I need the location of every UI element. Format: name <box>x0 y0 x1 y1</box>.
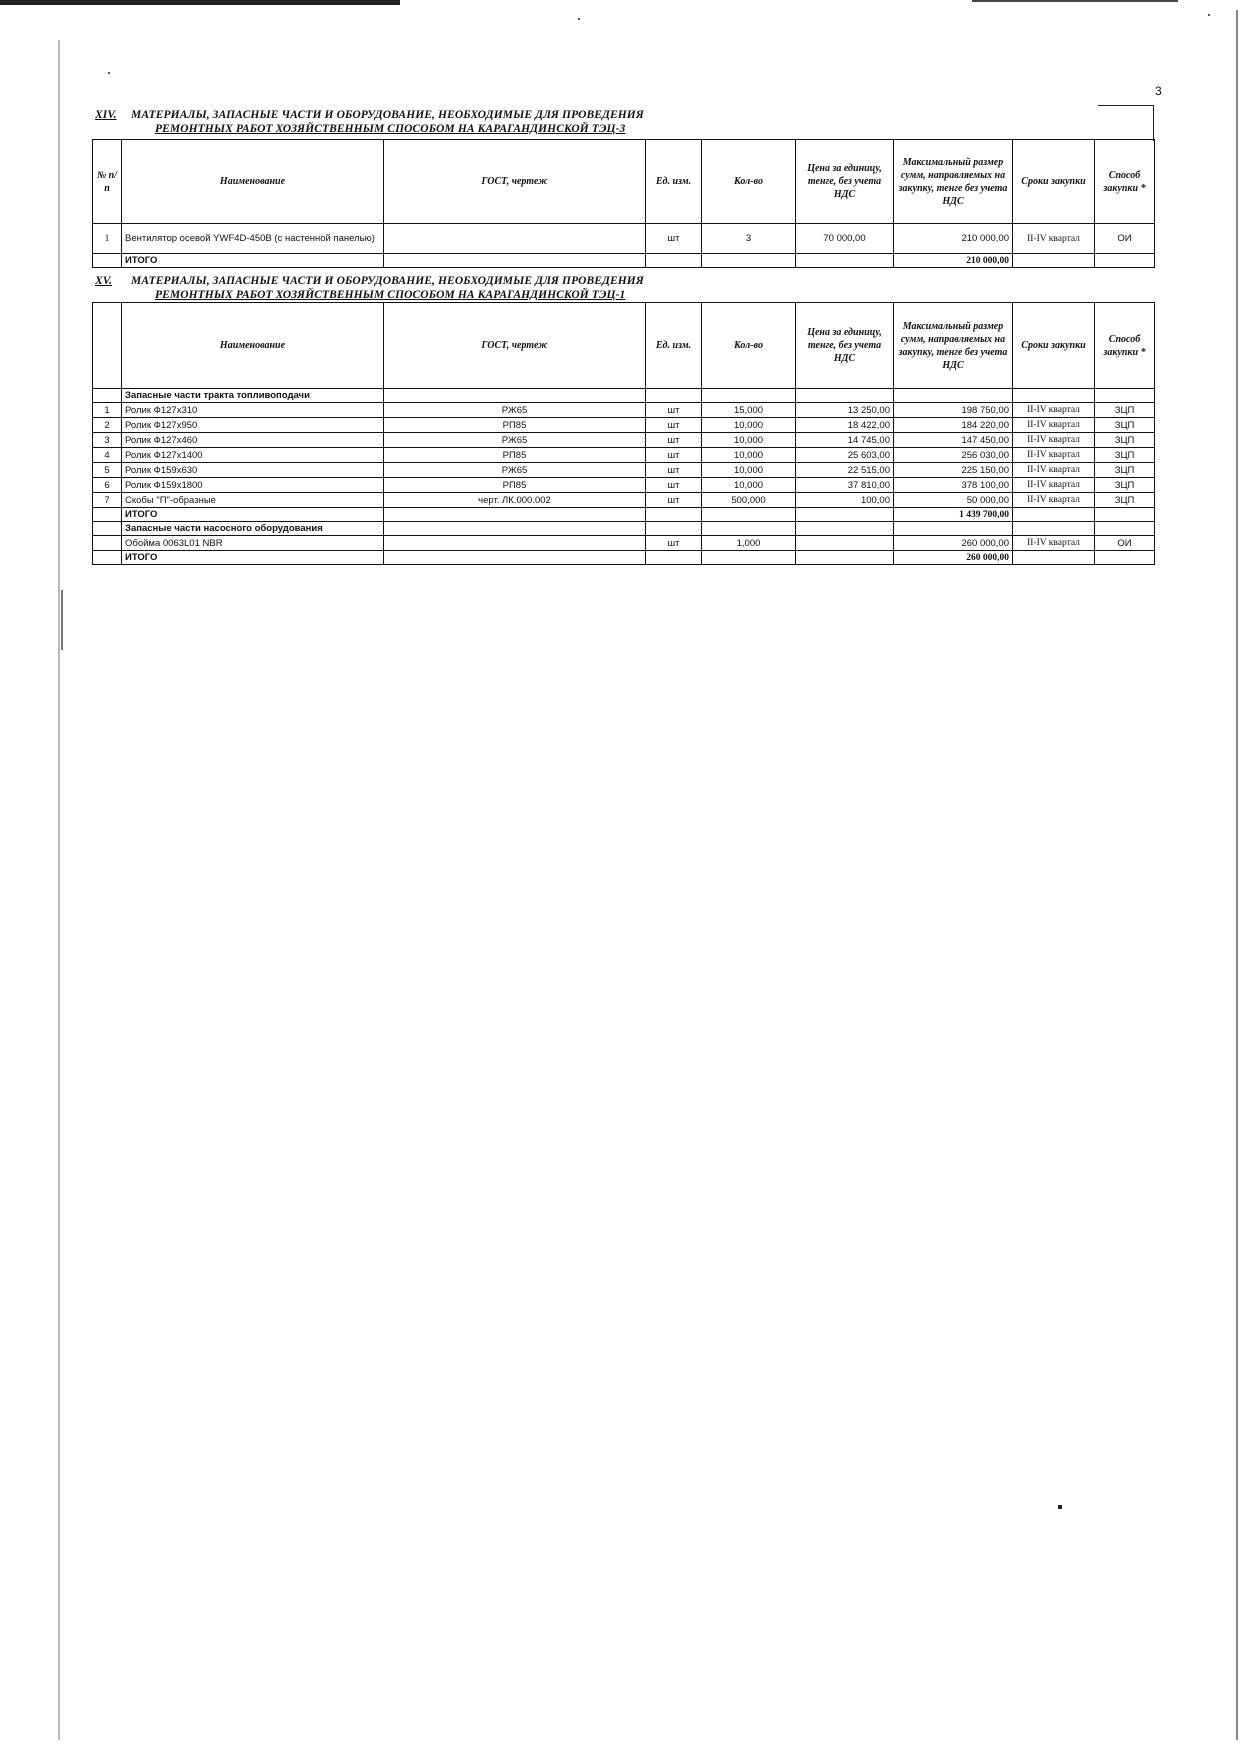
cell-terms: II-IV квартал <box>1013 493 1095 508</box>
total-sum: 210 000,00 <box>894 254 1013 268</box>
cell-sum: 147 450,00 <box>894 433 1013 448</box>
cell-gost: РЖ65 <box>384 403 646 418</box>
section-15-table <box>92 302 1155 565</box>
group-title: Запасные части тракта топливоподачи <box>122 389 384 403</box>
scan-edge-top-right <box>972 0 1178 2</box>
header-unit: Ед. изм. <box>646 303 702 389</box>
cell-unit: шт <box>646 448 702 463</box>
cell-gost <box>384 536 646 551</box>
section-14-title-line2: РЕМОНТНЫХ РАБОТ ХОЗЯЙСТВЕННЫМ СПОСОБОМ НА КАРАГАНДИНСКОЙ ТЭЦ-3 <box>155 123 626 135</box>
cell-sum: 198 750,00 <box>894 403 1013 418</box>
group-title-row <box>93 522 1155 536</box>
table-row <box>93 418 1155 433</box>
scan-speck <box>1058 1505 1062 1509</box>
table-row <box>93 224 1155 254</box>
cell-unit: шт <box>646 403 702 418</box>
cell-terms: II-IV квартал <box>1013 536 1095 551</box>
header-unit: Ед. изм. <box>646 140 702 224</box>
cell-method: ЗЦП <box>1095 403 1155 418</box>
cell-price: 13 250,00 <box>796 403 894 418</box>
header-price: Цена за единицу, тенге, без учета НДС <box>796 140 894 224</box>
table-row <box>93 478 1155 493</box>
header-name: Наименование <box>122 303 384 389</box>
cell-method: ЗЦП <box>1095 463 1155 478</box>
cell-num: 1 <box>93 224 122 254</box>
cell-num: 2 <box>93 418 122 433</box>
cell-method: ЗЦП <box>1095 433 1155 448</box>
cell-price: 14 745,00 <box>796 433 894 448</box>
section-14-title-line1: МАТЕРИАЛЫ, ЗАПАСНЫЕ ЧАСТИ И ОБОРУДОВАНИЕ, НЕОБХОДИМЫЕ ДЛЯ ПРОВЕДЕНИЯ <box>131 109 644 121</box>
section-15-number: XV. <box>95 275 113 287</box>
table-row <box>93 536 1155 551</box>
header-gost: ГОСТ, чертеж <box>384 303 646 389</box>
cell-unit: шт <box>646 478 702 493</box>
table-row <box>93 463 1155 478</box>
cell-qty: 3 <box>702 224 796 254</box>
cell-gost <box>384 224 646 254</box>
cell-qty: 15,000 <box>702 403 796 418</box>
cell-sum: 256 030,00 <box>894 448 1013 463</box>
cell-terms: II-IV квартал <box>1013 448 1095 463</box>
cell-name: Обойма 0063L01 NBR <box>122 536 384 551</box>
cell-sum: 225 150,00 <box>894 463 1013 478</box>
header-gost: ГОСТ, чертеж <box>384 140 646 224</box>
scan-edge-right <box>1236 10 1238 1740</box>
section-14-heading <box>95 108 644 136</box>
section-15-item-rows <box>93 403 1155 508</box>
header-method: Способ закупки * <box>1095 303 1155 389</box>
group-title: Запасные части насосного оборудования <box>122 522 384 536</box>
scan-edge-left-mark <box>61 590 63 650</box>
cell-terms: II-IV квартал <box>1013 463 1095 478</box>
section-14-table <box>92 139 1155 268</box>
scan-speck <box>578 18 580 20</box>
cell-method: ЗЦП <box>1095 418 1155 433</box>
table-total-row <box>93 551 1155 565</box>
total-label: ИТОГО <box>122 551 384 565</box>
cell-num: 6 <box>93 478 122 493</box>
page-corner-line <box>1098 105 1154 106</box>
cell-num: 4 <box>93 448 122 463</box>
cell-method: ОИ <box>1095 224 1155 254</box>
cell-name: Ролик Ф127х950 <box>122 418 384 433</box>
header-qty: Кол-во <box>702 303 796 389</box>
header-num: № п/п <box>93 140 122 224</box>
cell-qty: 10,000 <box>702 448 796 463</box>
table-row <box>93 403 1155 418</box>
cell-method: ОИ <box>1095 536 1155 551</box>
cell-gost: РП85 <box>384 448 646 463</box>
cell-sum: 50 000,00 <box>894 493 1013 508</box>
cell-price: 25 603,00 <box>796 448 894 463</box>
cell-sum: 378 100,00 <box>894 478 1013 493</box>
section-15-title-line2: РЕМОНТНЫХ РАБОТ ХОЗЯЙСТВЕННЫМ СПОСОБОМ НА КАРАГАНДИНСКОЙ ТЭЦ-1 <box>155 289 626 301</box>
cell-terms: II-IV квартал <box>1013 224 1095 254</box>
total-label: ИТОГО <box>122 254 384 268</box>
cell-method: ЗЦП <box>1095 478 1155 493</box>
table-total-row <box>93 254 1155 268</box>
cell-name: Ролик Ф127х460 <box>122 433 384 448</box>
cell-qty: 10,000 <box>702 463 796 478</box>
cell-gost: РП85 <box>384 418 646 433</box>
cell-name: Ролик Ф127х310 <box>122 403 384 418</box>
cell-price: 22 515,00 <box>796 463 894 478</box>
cell-terms: II-IV квартал <box>1013 433 1095 448</box>
table-row <box>93 433 1155 448</box>
cell-price: 70 000,00 <box>796 224 894 254</box>
cell-unit: шт <box>646 224 702 254</box>
cell-sum: 260 000,00 <box>894 536 1013 551</box>
cell-qty: 1,000 <box>702 536 796 551</box>
section-15-heading <box>95 274 644 302</box>
cell-gost: РЖ65 <box>384 433 646 448</box>
scan-speck <box>1208 14 1210 16</box>
cell-terms: II-IV квартал <box>1013 418 1095 433</box>
header-max-sum: Максимальный размер сумм, направляемых на закупку, тенге без учета НДС <box>894 140 1013 224</box>
cell-name: Скобы "П"-образные <box>122 493 384 508</box>
cell-num: 1 <box>93 403 122 418</box>
cell-unit: шт <box>646 433 702 448</box>
section-15-title-line1: МАТЕРИАЛЫ, ЗАПАСНЫЕ ЧАСТИ И ОБОРУДОВАНИЕ, НЕОБХОДИМЫЕ ДЛЯ ПРОВЕДЕНИЯ <box>131 275 644 287</box>
table-row <box>93 448 1155 463</box>
header-qty: Кол-во <box>702 140 796 224</box>
cell-num <box>93 536 122 551</box>
header-method: Способ закупки * <box>1095 140 1155 224</box>
cell-unit: шт <box>646 536 702 551</box>
cell-num: 5 <box>93 463 122 478</box>
cell-name: Ролик Ф127х1400 <box>122 448 384 463</box>
header-terms: Сроки закупки <box>1013 140 1095 224</box>
total-sum: 1 439 700,00 <box>894 508 1013 522</box>
page-number: 3 <box>1155 84 1162 98</box>
cell-name: Ролик Ф159х630 <box>122 463 384 478</box>
header-price: Цена за единицу, тенге, без учета НДС <box>796 303 894 389</box>
cell-num: 7 <box>93 493 122 508</box>
table-total-row <box>93 508 1155 522</box>
cell-terms: II-IV квартал <box>1013 478 1095 493</box>
cell-gost: черт. ЛК.000.002 <box>384 493 646 508</box>
group-title-row <box>93 389 1155 403</box>
cell-terms: II-IV квартал <box>1013 403 1095 418</box>
page-corner-line <box>1153 105 1154 141</box>
table-row <box>93 493 1155 508</box>
scan-edge-top-left <box>0 0 400 5</box>
table-header-row <box>93 303 1155 389</box>
cell-sum: 210 000,00 <box>894 224 1013 254</box>
cell-sum: 184 220,00 <box>894 418 1013 433</box>
cell-qty: 10,000 <box>702 478 796 493</box>
cell-qty: 10,000 <box>702 418 796 433</box>
cell-name: Вентилятор осевой YWF4D-450B (с настенной панелью) <box>122 224 384 254</box>
header-name: Наименование <box>122 140 384 224</box>
cell-num: 3 <box>93 433 122 448</box>
scan-edge-left <box>58 40 60 1740</box>
cell-price: 100,00 <box>796 493 894 508</box>
cell-method: ЗЦП <box>1095 493 1155 508</box>
table-header-row <box>93 140 1155 224</box>
total-label: ИТОГО <box>122 508 384 522</box>
cell-unit: шт <box>646 493 702 508</box>
cell-price: 37 810,00 <box>796 478 894 493</box>
cell-name: Ролик Ф159х1800 <box>122 478 384 493</box>
cell-price: 18 422,00 <box>796 418 894 433</box>
scan-speck <box>108 72 110 74</box>
cell-price <box>796 536 894 551</box>
cell-qty: 10,000 <box>702 433 796 448</box>
cell-gost: РП85 <box>384 478 646 493</box>
cell-method: ЗЦП <box>1095 448 1155 463</box>
cell-unit: шт <box>646 418 702 433</box>
cell-unit: шт <box>646 463 702 478</box>
header-max-sum: Максимальный размер сумм, направляемых на закупку, тенге без учета НДС <box>894 303 1013 389</box>
total-sum: 260 000,00 <box>894 551 1013 565</box>
cell-gost: РЖ65 <box>384 463 646 478</box>
cell-qty: 500,000 <box>702 493 796 508</box>
section-14-number: XIV. <box>95 109 117 121</box>
header-terms: Сроки закупки <box>1013 303 1095 389</box>
